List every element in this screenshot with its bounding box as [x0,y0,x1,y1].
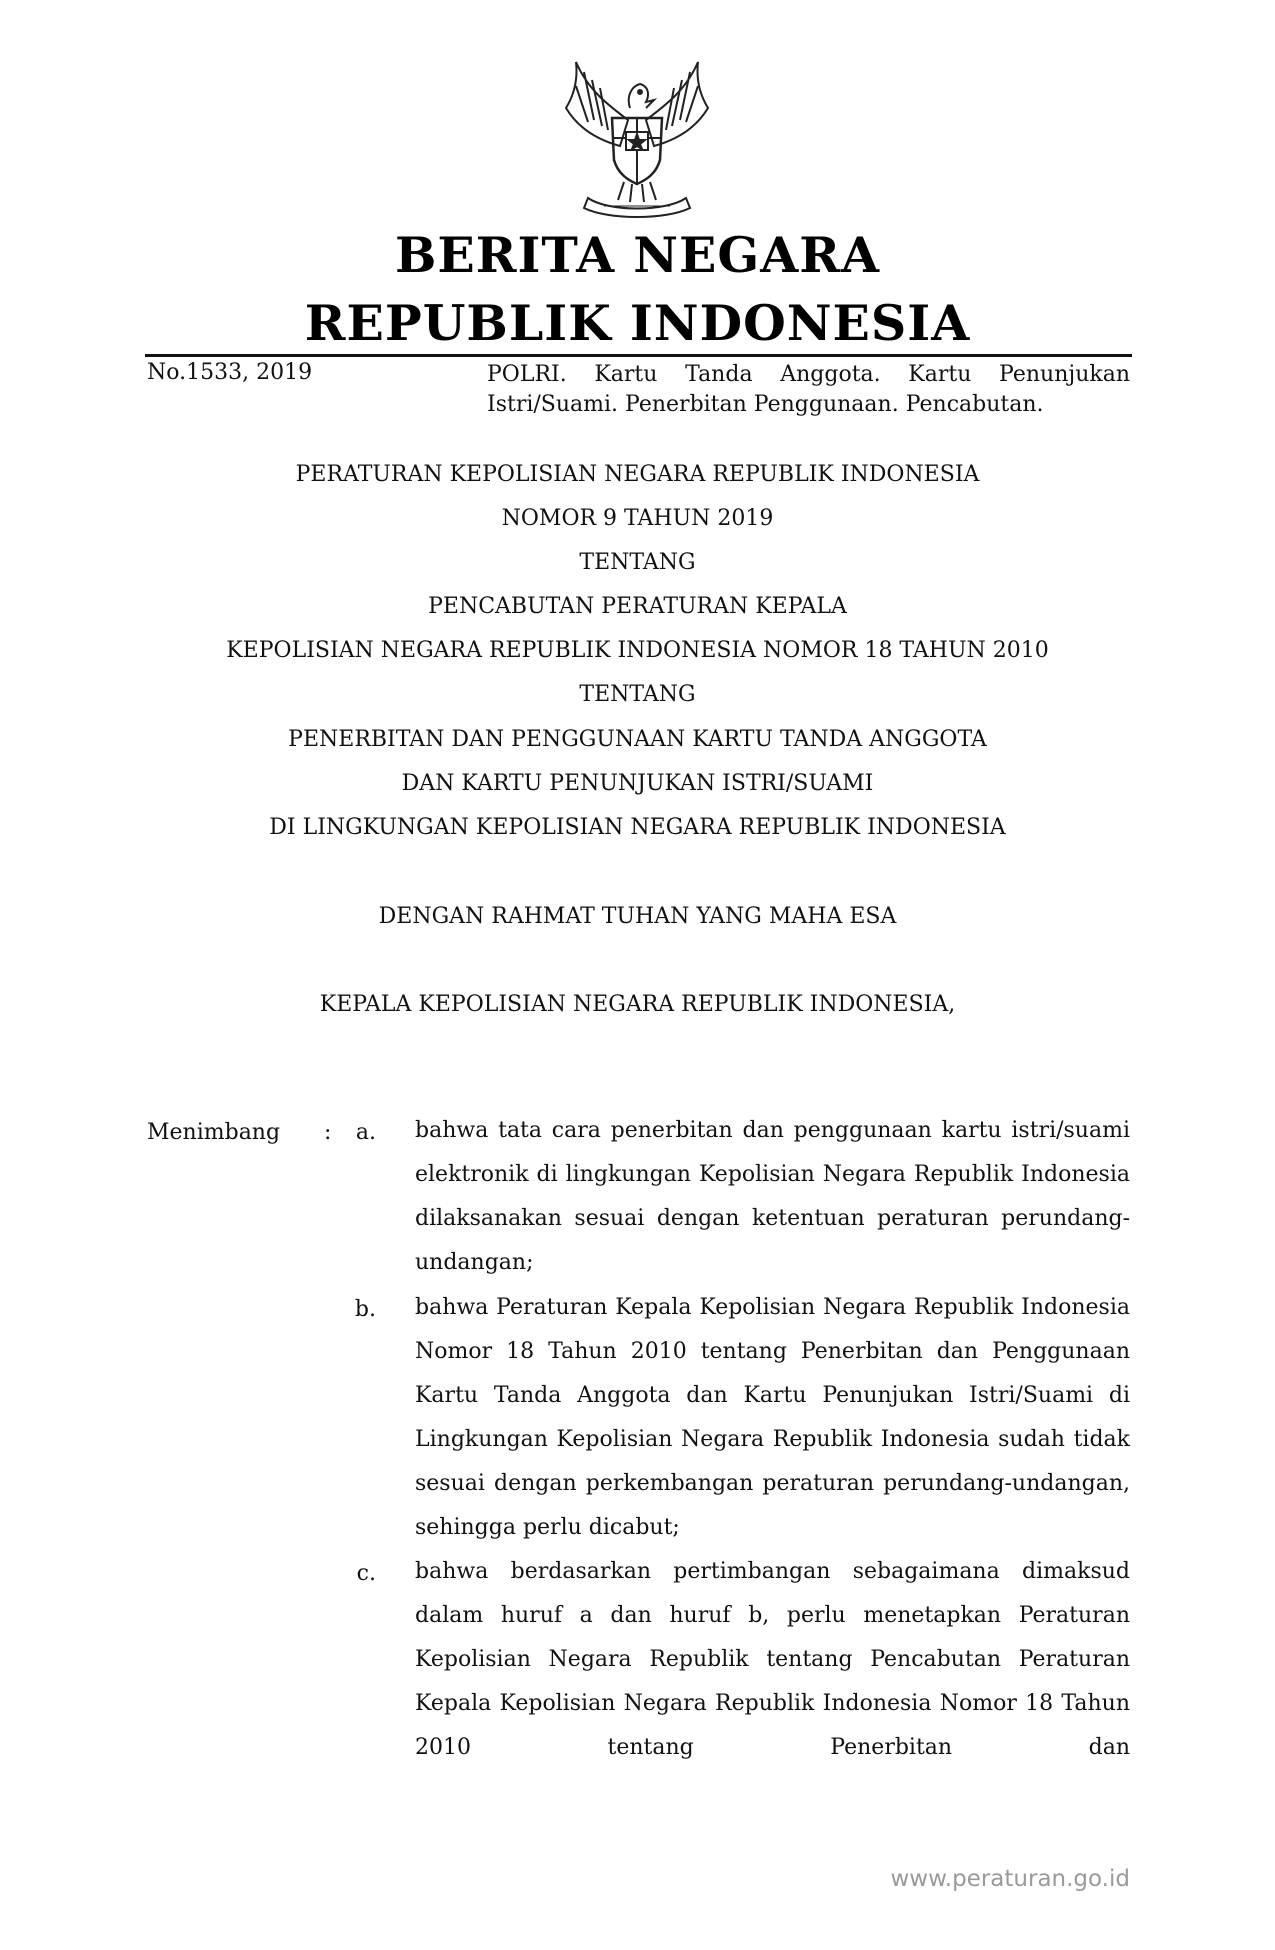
gazette-number: No.1533, 2019 [147,360,313,385]
regulation-title-line-7: PENERBITAN DAN PENGGUNAAN KARTU TANDA ANGGOTA [288,727,987,752]
masthead-subtitle: REPUBLIK INDONESIA [304,294,971,352]
regulation-title-line-3: TENTANG [579,550,696,575]
regulation-title-line-9: DI LINGKUNGAN KEPOLISIAN NEGARA REPUBLIK INDONESIA [269,815,1006,840]
item-marker-c: c. [356,1561,376,1586]
masthead-title: BERITA NEGARA [394,226,880,284]
regulation-title-line-2: NOMOR 9 TAHUN 2019 [501,506,774,531]
header-divider [145,354,1132,357]
item-marker-a: a. [355,1120,376,1145]
considerations-label: Menimbang [147,1120,281,1145]
regulation-title-line-8: DAN KARTU PENUNJUKAN ISTRI/SUAMI [401,771,874,796]
consideration-item-a: bahwa tata cara penerbitan dan penggunaan kartu istri/suami elektronik di lingkungan Kepolisian Negara Republik Indonesia dilaksanakan sesuai dengan ketentuan peraturan perundang-undangan; [415,1118,1130,1275]
regulation-title-line-6: TENTANG [579,682,696,707]
regulation-title-line-1: PERATURAN KEPOLISIAN NEGARA REPUBLIK INDONESIA [295,462,980,487]
gazette-subject [487,360,1130,420]
consideration-item-b: bahwa Peraturan Kepala Kepolisian Negara Republik Indonesia Nomor 18 Tahun 2010 tentang Penerbitan dan Penggunaan Kartu Tanda Anggota dan Kartu Penunjukan Istri/Suami di Lingkungan Kepolisian Negara Republik Indonesia sudah tidak sesuai dengan perkembangan peraturan perundang-undangan, sehingga perlu dicabut; [415,1295,1130,1540]
subject-line-1: POLRI. Kartu Tanda Anggota. Kartu Penunjukan [487,362,1130,387]
subject-line-2: Istri/Suami. Penerbitan Penggunaan. Pencabutan. [487,392,1044,417]
considerations-colon: : [324,1120,332,1145]
regulation-title-line-5: KEPOLISIAN NEGARA REPUBLIK INDONESIA NOMOR 18 TAHUN 2010 [226,638,1049,663]
item-marker-b: b. [354,1297,376,1322]
regulation-title-line-4: PENCABUTAN PERATURAN KEPALA [428,594,847,619]
garuda-pancasila-emblem-icon [548,50,726,222]
consideration-item-c: bahwa berdasarkan pertimbangan sebagaimana dimaksud dalam huruf a dan huruf b, perlu menetapkan Peraturan Kepolisian Negara Republik tentang Pencabutan Peraturan Kepala Kepolisian Negara Republik Indonesia Nomor 18 Tahun 2010 tentang Penerbitan dan [415,1559,1130,1760]
opening-phrase: DENGAN RAHMAT TUHAN YANG MAHA ESA [378,904,897,929]
authority-statement: KEPALA KEPOLISIAN NEGARA REPUBLIK INDONESIA, [319,992,956,1017]
footer-website-link[interactable]: www.peraturan.go.id [890,1866,1130,1892]
